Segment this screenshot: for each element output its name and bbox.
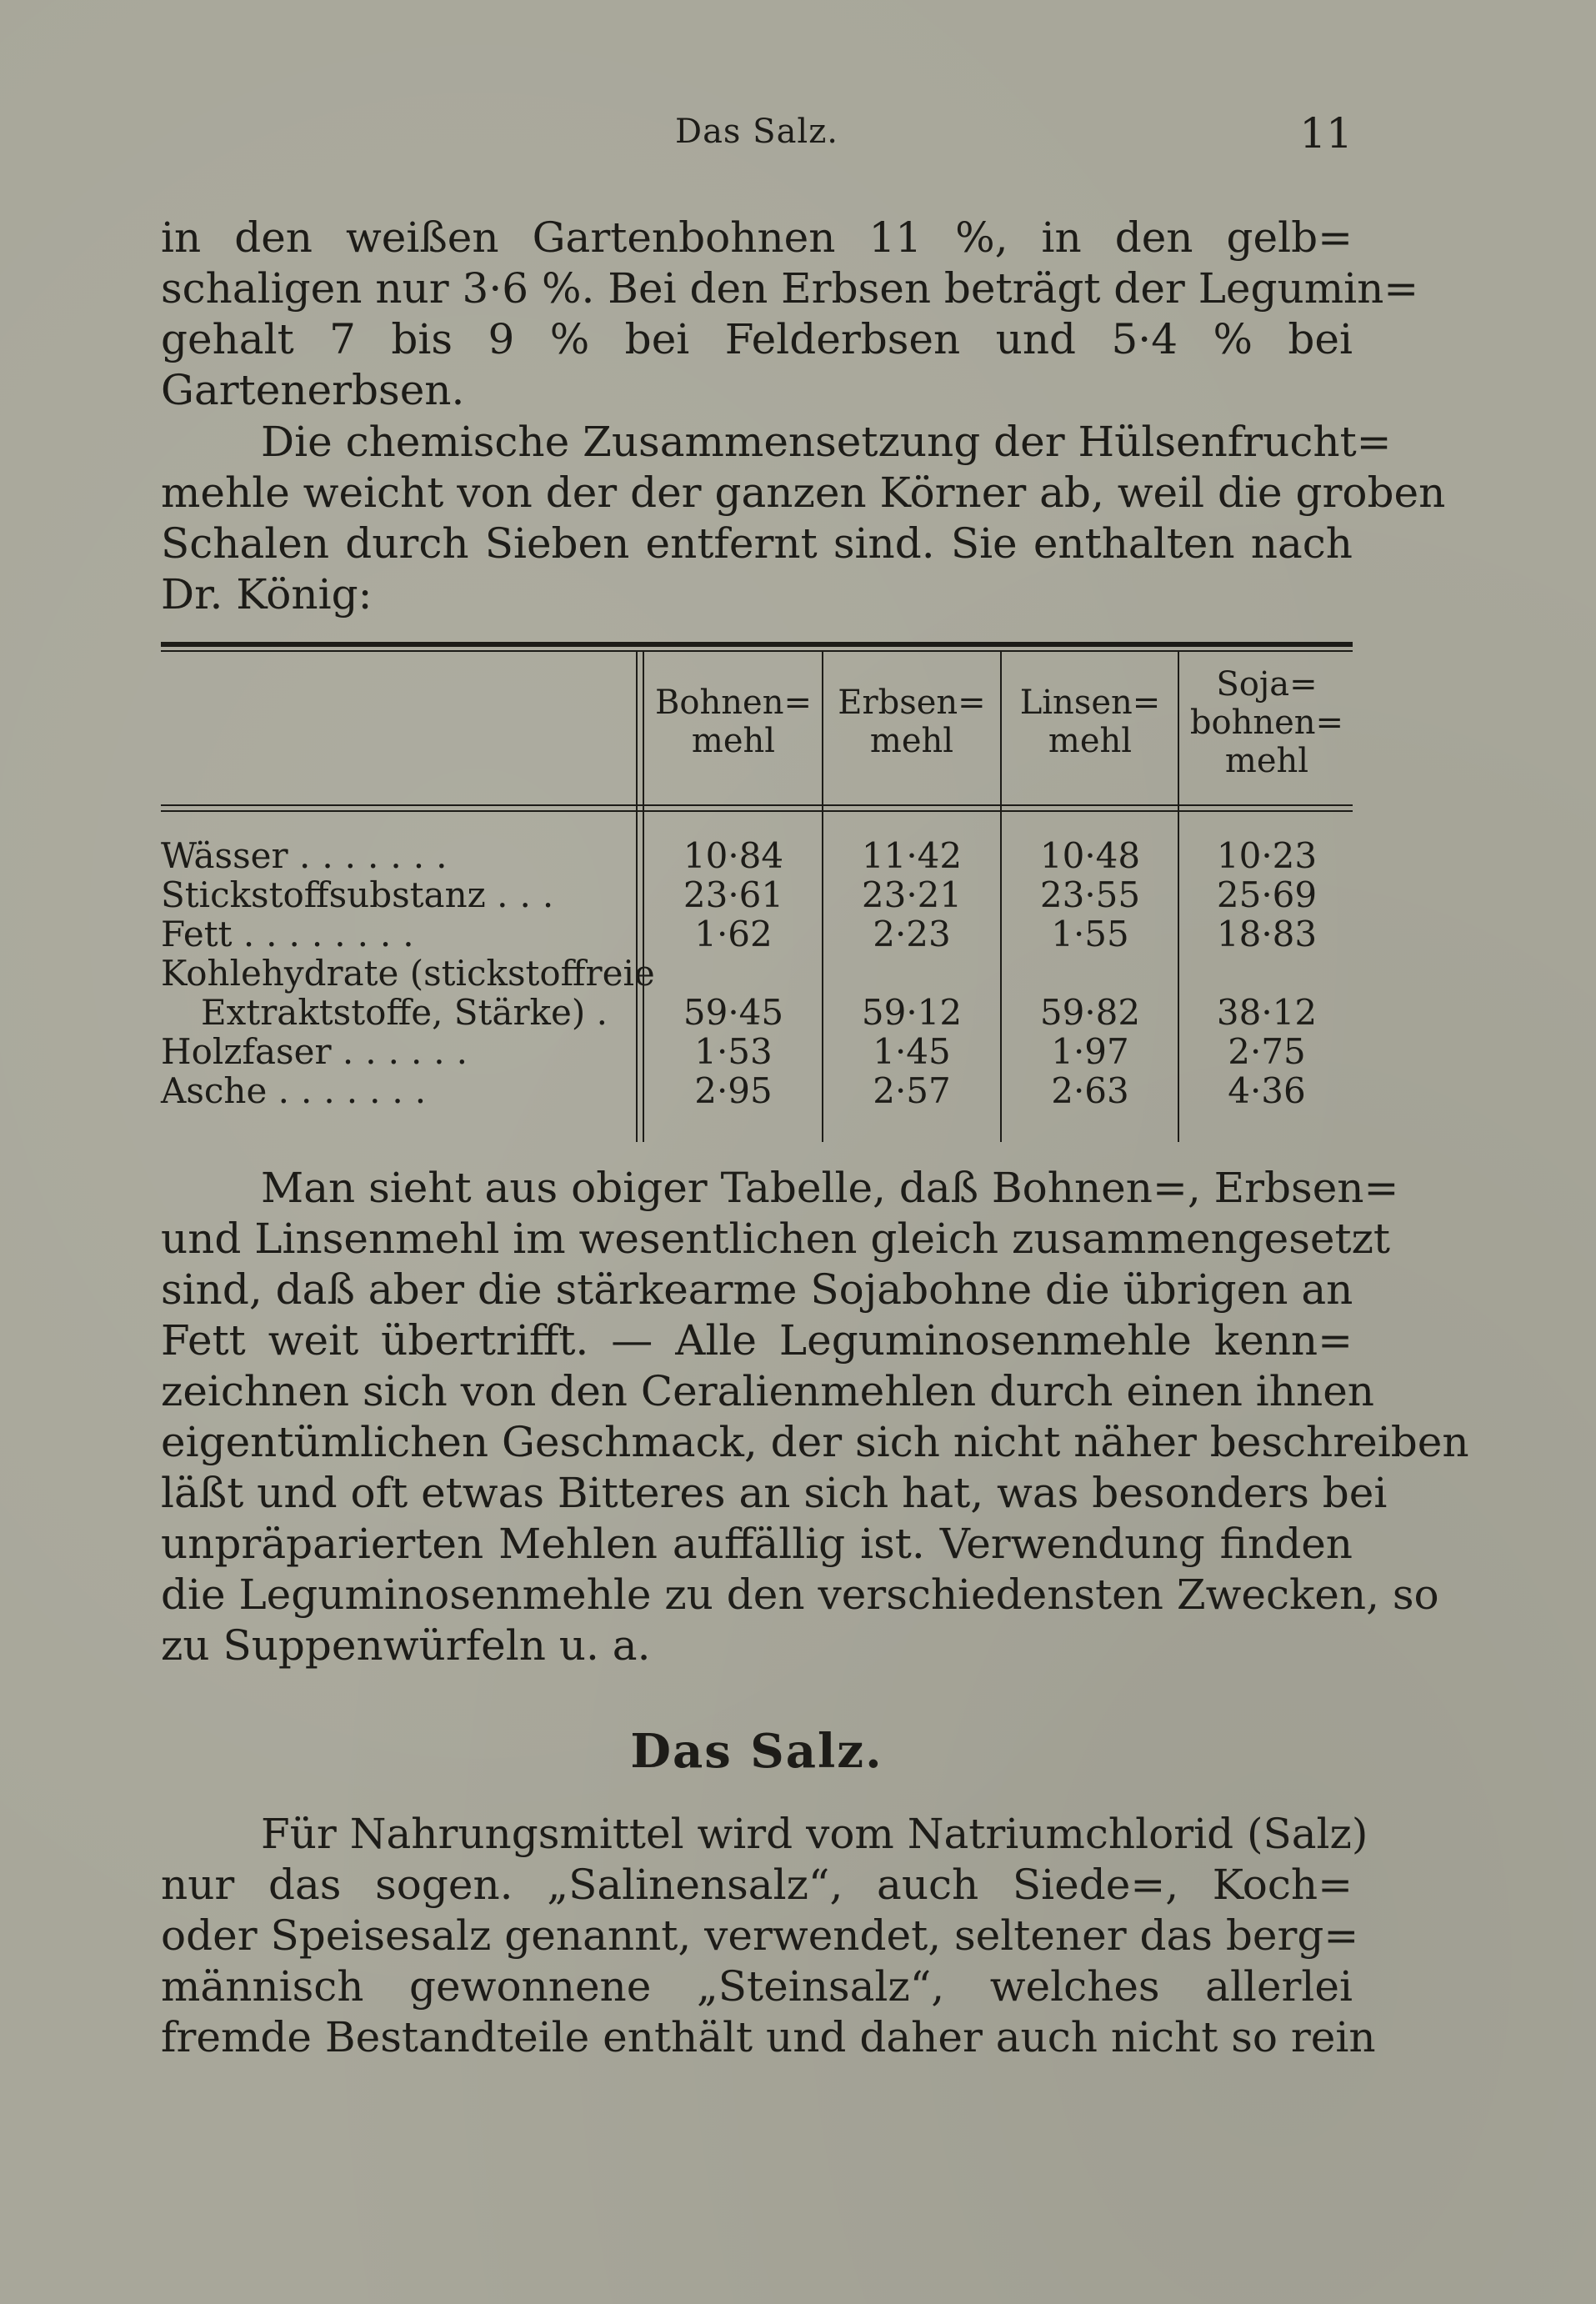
table-row-label: Holzfaser ...... [161,1031,480,1072]
table-top-rule [161,642,1353,647]
table-cell: 4·36 [1228,1070,1306,1111]
column-header-line: Erbsen= [838,684,986,722]
table-cell: 23·55 [1039,874,1141,915]
text-line: schaligen nur 3·6 %. Bei den Erbsen beträgt der Legumin= [161,264,1419,313]
paragraph-4 [161,1809,1376,2063]
table-cell: 1·45 [873,1031,951,1072]
table-cell: 2·75 [1228,1031,1306,1072]
table-row-label: Stickstoffsubstanz ... [161,874,566,915]
column-header-line: Soja= [1216,665,1318,704]
text-line: Fett weit übertrifft. — Alle Leguminosenmehle kenn= [161,1316,1353,1365]
table-cell: 11·42 [861,835,963,876]
table-top-rule-thin [161,650,1353,652]
table-header-rule [161,804,1353,806]
column-divider [643,652,644,1142]
table-row-label: Extraktstoffe, Stärke) . [201,992,619,1033]
text-line: Schalen durch Sieben entfernt sind. Sie enthalten nach [161,519,1353,568]
text-line: läßt und oft etwas Bitteres an sich hat, was besonders bei [161,1469,1388,1517]
section-heading: Das Salz. [630,1724,883,1779]
column-header-line: bohnen= [1189,704,1344,742]
text-line: Für Nahrungsmittel wird vom Natriumchlorid (Salz) [261,1810,1368,1858]
column-header-linsenmehl [1003,684,1178,760]
page-number: 11 [1299,109,1353,158]
table-cell: 38·12 [1216,992,1318,1033]
text-line: gehalt 7 bis 9 % bei Felderbsen und 5·4 % bei [161,315,1353,363]
table-cell: 10·48 [1039,835,1141,876]
text-line: mehle weicht von der der ganzen Körner ab, weil die groben [161,468,1446,517]
column-header-line: Linsen= [1019,684,1161,722]
text-line: in den weißen Gartenbohnen 11 %, in den gelb= [161,213,1353,262]
text-line: männisch gewonnene „Steinsalz“, welches allerlei [161,1962,1353,2011]
column-header-line: mehl [869,722,954,760]
column-header-line: mehl [1224,742,1309,780]
text-line: Dr. König: [161,570,373,619]
column-divider [636,652,638,1142]
column-header-erbsenmehl [824,684,999,760]
text-line: die Leguminosenmehle zu den verschiedensten Zwecken, so [161,1570,1439,1619]
table-cell: 59·12 [861,992,963,1033]
table-cell: 23·21 [861,874,963,915]
text-line: unpräparierten Mehlen auffällig ist. Verwendung finden [161,1520,1353,1568]
text-line: nur das sogen. „Salinensalz“, auch Siede=, Koch= [161,1861,1353,1909]
text-line: sind, daß aber die stärkearme Sojabohne die übrigen an [161,1265,1353,1314]
text-line: Gartenerbsen. [161,366,465,414]
column-header-bohnenmehl [646,684,821,760]
column-header-line: Bohnen= [655,684,812,722]
column-divider [1000,652,1002,1142]
column-divider [822,652,823,1142]
text-line: Die chemische Zusammensetzung der Hülsenfrucht= [261,418,1392,466]
table-cell: 1·97 [1051,1031,1129,1072]
table-cell: 59·45 [683,992,784,1033]
table-row-label: Asche ....... [161,1070,438,1111]
column-header-sojabohnenmehl [1179,665,1354,780]
text-line: eigentümlichen Geschmack, der sich nicht näher beschreiben [161,1418,1469,1466]
table-cell: 1·62 [694,914,773,954]
table-row-label: Wässer ....... [161,835,459,876]
page-header [161,109,1353,163]
table-cell: 23·61 [683,874,784,915]
text-line: und Linsenmehl im wesentlichen gleich zusammengesetzt [161,1215,1391,1263]
table-header-rule-thin [161,810,1353,812]
table-cell: 10·84 [683,835,784,876]
text-line: oder Speisesalz genannt, verwendet, seltener das berg= [161,1911,1359,1960]
table-cell: 2·63 [1051,1070,1129,1111]
table-cell: 2·57 [873,1070,951,1111]
text-line: Man sieht aus obiger Tabelle, daß Bohnen=, Erbsen= [261,1164,1399,1212]
column-header-line: mehl [691,722,776,760]
table-cell: 2·95 [694,1070,773,1111]
table-cell: 1·55 [1051,914,1129,954]
running-title: Das Salz. [675,113,838,151]
paragraph-1 [161,213,1419,416]
table-cell: 2·23 [873,914,951,954]
table-cell: 10·23 [1216,835,1318,876]
table-cell: 59·82 [1039,992,1141,1033]
column-header-line: mehl [1048,722,1133,760]
text-line: zeichnen sich von den Ceralienmehlen durch einen ihnen [161,1367,1374,1415]
table-cell: 18·83 [1216,914,1318,954]
table-row-label: Kohlehydrate (stickstoffreie [161,953,655,994]
table-row-label: Fett ........ [161,914,426,954]
text-line: fremde Bestandteile enthält und daher auch nicht so rein [161,2013,1376,2061]
paragraph-3 [161,1163,1469,1671]
table-cell: 25·69 [1216,874,1318,915]
composition-table [161,642,1353,1142]
text-line: zu Suppenwürfeln u. a. [161,1621,651,1670]
paragraph-2 [161,417,1446,620]
table-cell: 1·53 [694,1031,773,1072]
